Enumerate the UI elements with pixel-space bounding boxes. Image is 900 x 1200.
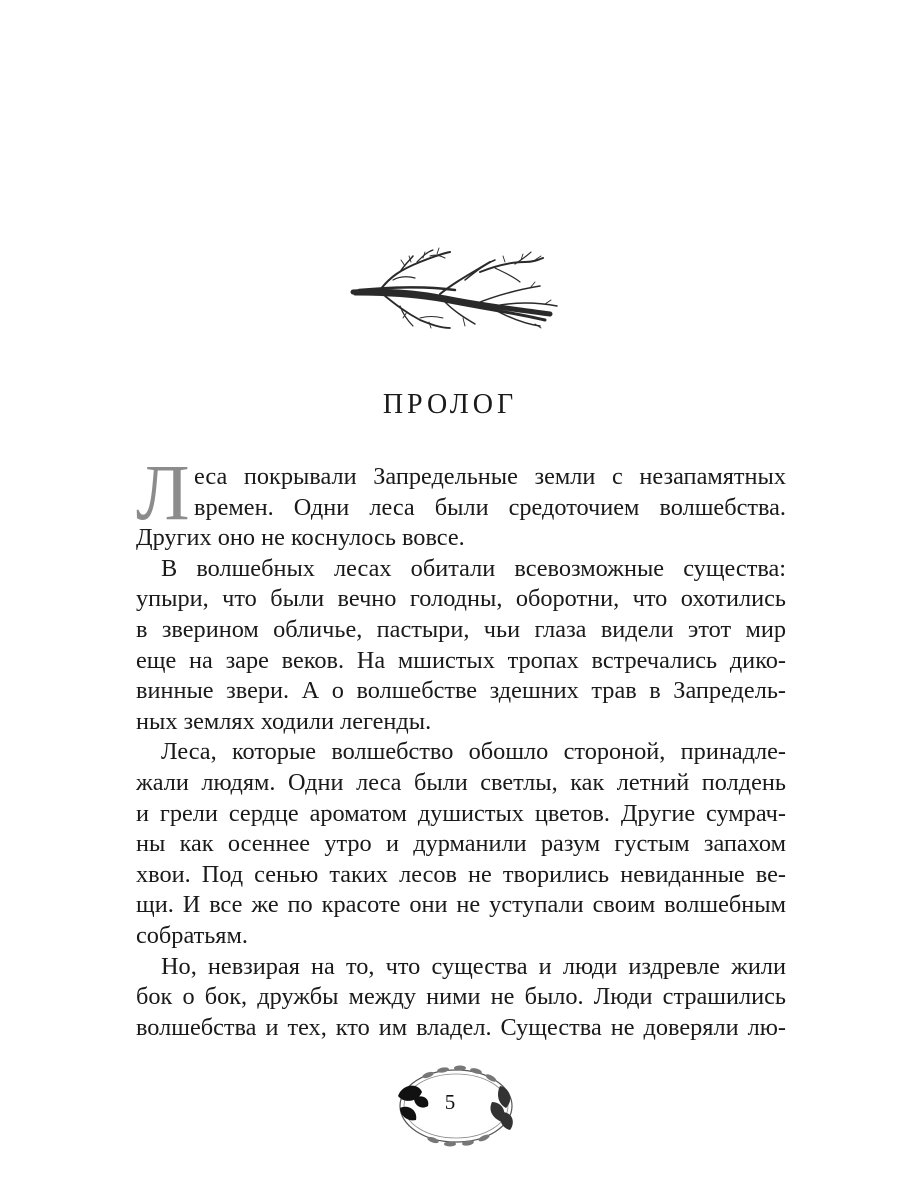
text-line: собратьям.	[136, 921, 248, 949]
text-line: и грели сердце ароматом душистых цветов. Другие сумрач-	[136, 799, 786, 827]
page-number: 5	[444, 1090, 456, 1114]
text-line: Но, невзирая на то, что существа и люди издревле жили	[161, 952, 786, 980]
text-line: щи. И все же по красоте они не уступали своим волшебным	[136, 891, 786, 919]
body-text	[136, 450, 786, 1043]
text-line: бок о бок, дружбы между ними не было. Люди страшились	[136, 983, 786, 1011]
chapter-title: ПРОЛОГ	[382, 388, 518, 420]
drop-cap: Л	[136, 450, 190, 537]
text-line: волшебства и тех, кто им владел. Существа не доверяли лю-	[136, 1013, 786, 1041]
text-line: винные звери. А о волшебстве здешних трав в Запредель-	[136, 677, 786, 705]
text-line: хвои. Под сенью таких лесов не творились невиданные ве-	[136, 860, 786, 888]
text-line: времен. Одни леса были средоточием волшебства.	[194, 493, 786, 521]
text-line: Других оно не коснулось вовсе.	[136, 524, 465, 552]
branch-illustration-icon	[345, 232, 560, 332]
text-line: упыри, что были вечно голодны, оборотни, что охотились	[136, 585, 786, 613]
text-line: В волшебных лесах обитали всевозможные существа:	[161, 554, 786, 582]
text-line: Леса, которые волшебство обошло стороной, принадле-	[161, 738, 786, 766]
text-line: жали людям. Одни леса были светлы, как летний полдень	[136, 768, 786, 796]
paragraph	[136, 952, 786, 1044]
text-line: еса покрывали Запредельные земли с незапамятных	[194, 463, 786, 490]
paragraph	[136, 554, 786, 738]
paragraph	[136, 462, 786, 554]
paragraph	[136, 737, 786, 951]
text-line: еще на заре веков. На мшистых тропах встречались дико-	[136, 646, 786, 674]
text-line: в зверином обличье, пастыри, чьи глаза видели этот мир	[136, 615, 786, 643]
text-line: ны как осеннее утро и дурманили разум густым запахом	[136, 830, 786, 858]
text-line: ных землях ходили легенды.	[136, 707, 432, 735]
